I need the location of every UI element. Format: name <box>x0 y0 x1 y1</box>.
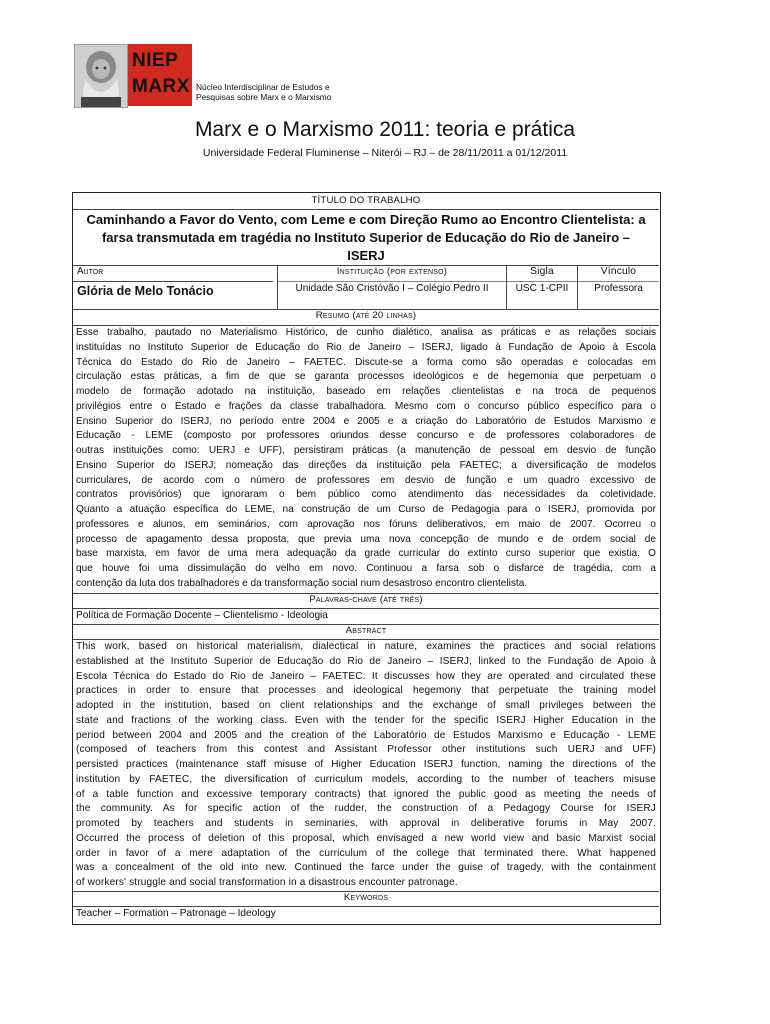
resumo-line: modelo de formação adotado na instituição, baseado em relações clientelistas e na troca de pequenos <box>76 386 656 397</box>
resumo-line: Educação - LEME (composto por professores oriundos desse concurso e de professores colaboradores de <box>76 430 656 442</box>
vinculo-label: Vínculo <box>600 266 637 277</box>
keywords-pt-value: Política de Formação Docente – Clientelismo - Ideologia <box>76 610 328 621</box>
abstract-line: persisted practices (maintenance staff misuse of Higher Education ISERJ function, naming the directions of the <box>76 759 656 770</box>
abstract-line: order in favor of a mere adaptation of the curriculum of the college that terminated there. What happened <box>76 847 656 859</box>
abstract-line: the community. As for specific action of the rudder, the construction of a Pedagogy Course for ISERJ <box>76 803 656 815</box>
logo-subtitle <box>196 82 331 102</box>
keywords-pt-label: Palavras-chave (até três) <box>309 594 423 605</box>
resumo-label: Resumo (até 20 linhas) <box>315 310 417 321</box>
resumo-line: curriculares, de acordo com o número de professores em desvio de função e um quadro excessivo de <box>76 474 656 486</box>
work-title-line1: Caminhando a Favor do Vento, com Leme e com Direção Rumo ao Encontro Clientelista: a <box>86 212 646 227</box>
resumo-line: Ensino Superior do ISERJ, no período entre 2004 e 2005 e a criação do Laboratório de Estudos Marxismo e <box>76 415 656 427</box>
logo-subtitle-line1: Núcleo Interdisciplinar de Estudos e <box>196 82 330 92</box>
author-values-row <box>73 281 659 305</box>
sigla-label: Sigla <box>530 266 554 277</box>
resumo-line: processo de apagamento dessa proposta, que previa uma nova concepção de mundo e de ordem social de <box>76 533 656 545</box>
sigla-value: USC 1-CPII <box>515 283 569 294</box>
title-label: TÍTULO DO TRABALHO <box>311 195 421 206</box>
abstract-line: period between 2004 and 2005 and the creation of the Laboratório de Estudos Marxismo e Educação - LEME <box>76 729 656 741</box>
logo-red-block <box>128 44 192 106</box>
resumo-line: contratos provisórios) que ignoraram o bem público como atendimento das necessidades da coletividade. <box>76 489 656 501</box>
niep-marx-logo <box>74 44 354 108</box>
resumo-line: Ensino Superior do ISERJ; nomeação das direções da instituição pela FAETEC; a diversificação de modelos <box>76 459 656 471</box>
resumo-line: contenção da luta dos trabalhadores e da transformação social num desastroso encontro clientelista. <box>76 577 528 589</box>
resumo-line: que houve foi uma dissimulação do velho em novo. Continuou a farsa sob o disfarce de tragédia, com a <box>76 563 656 574</box>
logo-niep: NIEP <box>132 50 179 71</box>
abstract-line: (composed of teachers from this contest and Assistant Professor other institutions such UERJ and UFF) <box>76 744 656 756</box>
author-name: Glória de Melo Tonácio <box>77 284 214 298</box>
event-subtitle: Universidade Federal Fluminense – Niterói – RJ – de 28/11/2011 a 01/12/2011 <box>202 147 568 159</box>
abstract-line: practices in order to ensure that processes and ideological hegemony that perpetuate the training model <box>76 685 656 697</box>
event-title: Marx e o Marxismo 2011: teoria e prática <box>194 118 576 141</box>
resumo-line: privilégios entre o Estado e frações da classe trabalhadora. Mesmo com o concurso público específico para o <box>76 400 656 412</box>
resumo-line: Técnica do Estado do Rio de Janeiro – FAETEC. Discute-se a forma como são operadas e colocadas em <box>76 356 656 368</box>
vinculo-value: Professora <box>594 283 643 294</box>
logo-marx: MARX <box>132 76 190 97</box>
abstract-text <box>73 640 659 891</box>
abstract-line: Escola Técnica do Estado do Rio de Janeiro – FAETEC. It discusses how they are operated and circulated these <box>76 670 656 682</box>
resumo-text <box>73 326 659 592</box>
resumo-line: Quanto a atuação específica do LEME, na construção de um Curso de Pedagogia para o ISERJ, promovida por <box>76 504 656 515</box>
author-header-row <box>73 265 659 281</box>
submission-form-table <box>72 192 661 925</box>
logo-subtitle-line2: Pesquisas sobre Marx e o Marxismo <box>196 92 332 102</box>
marx-portrait-image <box>74 44 128 108</box>
abstract-line: Occurred the process of deletion of this proposal, which envisaged a new world view and basic Marxist social <box>76 832 656 844</box>
keywords-en-value: Teacher – Formation – Patronage – Ideology <box>76 908 276 919</box>
abstract-line: established at the Instituto Superior de Educação do Rio de Janeiro – ISERJ, linked to the Fundação de Apoio à <box>76 655 656 667</box>
resumo-line: outras instituições como: UERJ e UFF), persistiram práticas (a manutenção de pessoal em desvio de função <box>76 445 656 456</box>
resumo-line: instituídas no Instituto Superior de Educação do Rio de Janeiro – ISERJ, ligado à Fundação de Apoio à Escola <box>76 341 656 353</box>
work-title-line3: ISERJ <box>347 248 385 263</box>
abstract-line: adopted in the institution, based on client relationships and the exchange of small privileges between the <box>76 700 656 711</box>
resumo-line: base marxista, em favor de uma mera adequação da grade curricular do extinto curso superior que existia. O <box>76 548 656 560</box>
abstract-line: of a table function and excessive temporary contracts) that ignored the public good as meeting the needs of <box>76 788 656 800</box>
abstract-line: institution by FAETEC, the diversification of curriculum models, according to the number of teachers misuse <box>76 773 656 785</box>
abstract-line: This work, based on historical materialism, dialectical in nature, examines the practices and social relations <box>76 641 656 652</box>
work-title-line2: farsa transmutada em tragédia no Instituto Superior de Educação do Rio de Janeiro – <box>101 230 631 245</box>
author-label: Autor <box>77 266 104 277</box>
keywords-en-label: Keywords <box>343 892 389 903</box>
resumo-line: professores e alunos, em seminários, com aprovação nos fóruns deliberativos, em maio de 2007. Ocorreu o <box>76 518 656 530</box>
institution-name: Unidade São Cristóvão I – Colégio Pedro II <box>295 283 489 294</box>
abstract-label: Abstract <box>345 625 387 636</box>
abstract-line: promoted by teachers and students in seminaries, with approval in deliberative forums in May 2007. <box>76 818 656 829</box>
abstract-line: was a concealment of the old into new. Continued the farce under the guise of tragedy, with the containment <box>76 862 656 874</box>
abstract-line: state and fractions of the working class. Even with the tender for the specific ISERJ Higher Education in the <box>76 714 656 726</box>
resumo-line: Esse trabalho, pautado no Materialismo Histórico, de cunho dialético, analisa as práticas e as relações sociais <box>76 327 656 338</box>
abstract-line: of workers' struggle and social transformation in a disastrous encounter patronage. <box>76 877 458 888</box>
work-title <box>73 211 659 265</box>
institution-label: Instituição (por extenso) <box>336 266 448 277</box>
resumo-line: circulação estas práticas, a fim de que se garanta processos ideológicos e de hegemonia que perpetuam o <box>76 371 656 383</box>
